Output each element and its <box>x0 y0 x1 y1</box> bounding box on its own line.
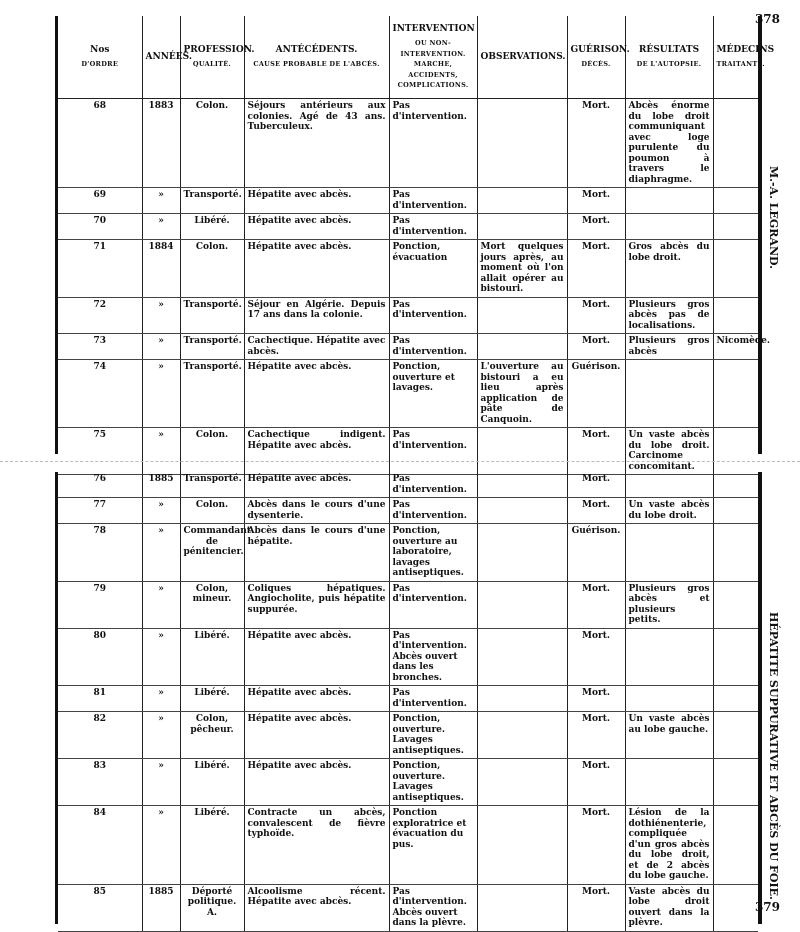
outcome-cell: Mort. <box>567 686 625 712</box>
physician-cell <box>713 581 758 628</box>
year-cell: » <box>142 334 180 360</box>
autopsy-results-cell: Plusieurs gros abcès pas de localisations. <box>625 297 713 334</box>
table-row <box>58 297 758 334</box>
physician-cell <box>713 188 758 214</box>
observations-cell <box>477 472 567 498</box>
profession-cell: Transporté. <box>180 472 244 498</box>
year-cell: » <box>142 581 180 628</box>
table-row <box>58 214 758 240</box>
physician-cell <box>713 712 758 759</box>
table-row <box>58 884 758 931</box>
physician-cell: Nicomède. <box>713 334 758 360</box>
autopsy-results-cell: Lésion de la dothiénenterie, compliquée d'un gros abcès du lobe droit, et de 2 abcès du lobe gauche. <box>625 806 713 885</box>
autopsy-results-cell <box>625 524 713 582</box>
table-row <box>58 99 758 188</box>
profession-cell: Transporté. <box>180 297 244 334</box>
outcome-cell: Guérison. <box>567 524 625 582</box>
intervention-cell: Pas d'intervention. <box>389 472 477 498</box>
profession-cell: Colon. <box>180 99 244 188</box>
outcome-cell: Mort. <box>567 297 625 334</box>
year-cell: » <box>142 628 180 686</box>
autopsy-results-cell: Un vaste abcès du lobe droit. <box>625 498 713 524</box>
physician-cell <box>713 360 758 428</box>
intervention-cell: Pas d'intervention. <box>389 686 477 712</box>
physician-cell <box>713 472 758 498</box>
table-row <box>58 581 758 628</box>
outcome-cell: Mort. <box>567 806 625 885</box>
profession-cell: Colon. <box>180 428 244 475</box>
outcome-cell: Mort. <box>567 428 625 475</box>
autopsy-results-cell <box>625 628 713 686</box>
table-body-bottom <box>58 472 758 931</box>
table-row <box>58 759 758 806</box>
case-number-cell: 68 <box>58 99 142 188</box>
physician-cell <box>713 428 758 475</box>
observations-cell <box>477 712 567 759</box>
observations-cell <box>477 581 567 628</box>
autopsy-results-cell <box>625 360 713 428</box>
profession-cell: Libéré. <box>180 214 244 240</box>
physician-cell <box>713 524 758 582</box>
antecedents-cell: Hépatite avec abcès. <box>244 472 389 498</box>
outcome-cell: Mort. <box>567 628 625 686</box>
antecedents-cell: Hépatite avec abcès. <box>244 712 389 759</box>
intervention-cell: Pas d'intervention. <box>389 498 477 524</box>
case-number-cell: 72 <box>58 297 142 334</box>
table-row <box>58 806 758 885</box>
profession-cell: Commandant de pénitencier. <box>180 524 244 582</box>
observations-cell <box>477 759 567 806</box>
case-number-cell: 84 <box>58 806 142 885</box>
outcome-cell: Mort. <box>567 188 625 214</box>
case-number-cell: 79 <box>58 581 142 628</box>
table-row <box>58 428 758 475</box>
observations-cell: Mort quelques jours après, au moment où l'on allait opérer au bistouri. <box>477 240 567 298</box>
year-cell: » <box>142 712 180 759</box>
outcome-cell: Mort. <box>567 498 625 524</box>
autopsy-results-cell <box>625 759 713 806</box>
table-row <box>58 628 758 686</box>
case-number-cell: 75 <box>58 428 142 475</box>
outcome-cell: Mort. <box>567 240 625 298</box>
outcome-cell: Mort. <box>567 214 625 240</box>
physician-cell <box>713 806 758 885</box>
table-row <box>58 498 758 524</box>
case-number-cell: 69 <box>58 188 142 214</box>
intervention-cell: Pas d'intervention. <box>389 581 477 628</box>
profession-cell: Colon. <box>180 498 244 524</box>
year-cell: » <box>142 524 180 582</box>
case-number-cell: 81 <box>58 686 142 712</box>
autopsy-results-cell: Un vaste abcès au lobe gauche. <box>625 712 713 759</box>
antecedents-cell: Hépatite avec abcès. <box>244 188 389 214</box>
autopsy-results-cell: Plusieurs gros abcès et plusieurs petits. <box>625 581 713 628</box>
autopsy-results-cell: Gros abcès du lobe droit. <box>625 240 713 298</box>
intervention-cell: Pas d'intervention. <box>389 188 477 214</box>
intervention-cell: Pas d'intervention. <box>389 297 477 334</box>
observations-cell <box>477 188 567 214</box>
profession-cell: Déporté politique. A. <box>180 884 244 931</box>
antecedents-cell: Cachectique indigent. Hépatite avec abcès. <box>244 428 389 475</box>
year-cell: » <box>142 806 180 885</box>
table-row <box>58 240 758 298</box>
physician-cell <box>713 686 758 712</box>
year-cell: 1885 <box>142 884 180 931</box>
case-number-cell: 83 <box>58 759 142 806</box>
intervention-cell: Pas d'intervention. Abcès ouvert dans les bronches. <box>389 628 477 686</box>
profession-cell: Libéré. <box>180 628 244 686</box>
year-cell: » <box>142 297 180 334</box>
intervention-cell: Ponction, évacuation <box>389 240 477 298</box>
table-row <box>58 188 758 214</box>
table-row <box>58 686 758 712</box>
cases-table-bottom <box>58 472 758 932</box>
observations-cell <box>477 806 567 885</box>
profession-cell: Colon. <box>180 240 244 298</box>
physician-cell <box>713 884 758 931</box>
header-medecins: MÉDECINS TRAITANTS. <box>713 16 758 99</box>
year-cell: » <box>142 214 180 240</box>
autopsy-results-cell: Plusieurs gros abcès <box>625 334 713 360</box>
header-observations: OBSERVATIONS. <box>477 16 567 99</box>
year-cell: » <box>142 360 180 428</box>
antecedents-cell: Hépatite avec abcès. <box>244 628 389 686</box>
intervention-cell: Ponction, ouverture. Lavages antiseptiques. <box>389 759 477 806</box>
case-number-cell: 71 <box>58 240 142 298</box>
observations-cell <box>477 498 567 524</box>
profession-cell: Libéré. <box>180 759 244 806</box>
observations-cell <box>477 334 567 360</box>
running-head-left: M.-A. LEGRAND. <box>767 166 780 269</box>
year-cell: » <box>142 759 180 806</box>
table-row <box>58 360 758 428</box>
case-number-cell: 82 <box>58 712 142 759</box>
profession-cell: Transporté. <box>180 334 244 360</box>
intervention-cell: Ponction, ouverture. Lavages antiseptiques. <box>389 712 477 759</box>
year-cell: » <box>142 686 180 712</box>
profession-cell: Transporté. <box>180 360 244 428</box>
antecedents-cell: Abcès dans le cours d'une hépatite. <box>244 524 389 582</box>
table-body-top <box>58 99 771 475</box>
intervention-cell: Ponction, ouverture au laboratoire, lavages antiseptiques. <box>389 524 477 582</box>
antecedents-cell: Séjours antérieurs aux colonies. Agé de 43 ans. Tuberculeux. <box>244 99 389 188</box>
table-row <box>58 712 758 759</box>
antecedents-cell: Contracte un abcès, convalescent de fièvre typhoïde. <box>244 806 389 885</box>
year-cell: 1883 <box>142 99 180 188</box>
table-row <box>58 334 758 360</box>
physician-cell <box>713 759 758 806</box>
outcome-cell: Mort. <box>567 472 625 498</box>
case-number-cell: 74 <box>58 360 142 428</box>
outcome-cell: Mort. <box>567 759 625 806</box>
antecedents-cell: Séjour en Algérie. Depuis 17 ans dans la colonie. <box>244 297 389 334</box>
physician-cell <box>713 628 758 686</box>
year-cell: 1884 <box>142 240 180 298</box>
year-cell: » <box>142 498 180 524</box>
autopsy-results-cell <box>625 686 713 712</box>
antecedents-cell: Alcoolisme récent. Hépatite avec abcès. <box>244 884 389 931</box>
physician-cell <box>713 240 758 298</box>
autopsy-results-cell <box>625 472 713 498</box>
observations-cell <box>477 628 567 686</box>
case-number-cell: 76 <box>58 472 142 498</box>
page-number-right: 379 <box>754 900 780 914</box>
antecedents-cell: Hépatite avec abcès. <box>244 214 389 240</box>
header-resultats: RÉSULTATS DE L'AUTOPSIE. <box>625 16 713 99</box>
antecedents-cell: Coliques hépatiques. Angiocholite, puis hépatite suppurée. <box>244 581 389 628</box>
physician-cell <box>713 99 758 188</box>
table-row <box>58 472 758 498</box>
intervention-cell: Ponction, ouverture et lavages. <box>389 360 477 428</box>
autopsy-results-cell: Abcès énorme du lobe droit communiquant avec loge purulente du poumon à travers le diaphragme. <box>625 99 713 188</box>
physician-cell <box>713 214 758 240</box>
antecedents-cell: Cachectique. Hépatite avec abcès. <box>244 334 389 360</box>
observations-cell: L'ouverture au bistouri a eu lieu après application de pâte de Canquoin. <box>477 360 567 428</box>
page-number-left: 378 <box>754 12 780 26</box>
outcome-cell: Mort. <box>567 334 625 360</box>
observations-cell <box>477 297 567 334</box>
header-guerison: GUÉRISON. DÉCÈS. <box>567 16 625 99</box>
profession-cell: Transporté. <box>180 188 244 214</box>
antecedents-cell: Abcès dans le cours d'une dysenterie. <box>244 498 389 524</box>
autopsy-results-cell <box>625 214 713 240</box>
profession-cell: Libéré. <box>180 806 244 885</box>
case-number-cell: 85 <box>58 884 142 931</box>
profession-cell: Libéré. <box>180 686 244 712</box>
observations-cell <box>477 214 567 240</box>
intervention-cell: Ponction exploratrice et évacuation du pus. <box>389 806 477 885</box>
header-profession: PROFESSION. QUALITÉ. <box>180 16 244 99</box>
header-intervention: INTERVENTION OU NON-INTERVENTION. MARCHE, ACCIDENTS, COMPLICATIONS. <box>389 16 477 99</box>
antecedents-cell: Hépatite avec abcès. <box>244 759 389 806</box>
outcome-cell: Mort. <box>567 99 625 188</box>
observations-cell <box>477 99 567 188</box>
antecedents-cell: Hépatite avec abcès. <box>244 360 389 428</box>
header-antecedents: ANTÉCÉDENTS. CAUSE PROBABLE DE L'ABCÈS. <box>244 16 389 99</box>
observations-cell <box>477 524 567 582</box>
intervention-cell: Pas d'intervention. <box>389 428 477 475</box>
case-number-cell: 78 <box>58 524 142 582</box>
physician-cell <box>713 297 758 334</box>
observations-cell <box>477 884 567 931</box>
table-row <box>58 524 758 582</box>
antecedents-cell: Hépatite avec abcès. <box>244 686 389 712</box>
page-separator <box>0 461 800 462</box>
observations-cell <box>477 686 567 712</box>
autopsy-results-cell: Un vaste abcès du lobe droit. Carcinome concomitant. <box>625 428 713 475</box>
header-annees: ANNÉES. <box>142 16 180 99</box>
case-number-cell: 77 <box>58 498 142 524</box>
year-cell: » <box>142 188 180 214</box>
profession-cell: Colon, mineur. <box>180 581 244 628</box>
antecedents-cell: Hépatite avec abcès. <box>244 240 389 298</box>
autopsy-results-cell <box>625 188 713 214</box>
outcome-cell: Mort. <box>567 884 625 931</box>
intervention-cell: Pas d'intervention. <box>389 214 477 240</box>
year-cell: » <box>142 428 180 475</box>
observations-cell <box>477 428 567 475</box>
outcome-cell: Guérison. <box>567 360 625 428</box>
profession-cell: Colon, pêcheur. <box>180 712 244 759</box>
running-head-right: HÉPATITE SUPPURATIVE ET ABCÈS DU FOIE. <box>767 612 780 900</box>
outcome-cell: Mort. <box>567 712 625 759</box>
intervention-cell: Pas d'intervention. <box>389 334 477 360</box>
outcome-cell: Mort. <box>567 581 625 628</box>
intervention-cell: Pas d'intervention. Abcès ouvert dans la plèvre. <box>389 884 477 931</box>
physician-cell <box>713 498 758 524</box>
autopsy-results-cell: Vaste abcès du lobe droit ouvert dans la plèvre. <box>625 884 713 931</box>
year-cell: 1885 <box>142 472 180 498</box>
case-number-cell: 73 <box>58 334 142 360</box>
header-num: Nos D'ORDRE <box>58 16 142 99</box>
case-number-cell: 80 <box>58 628 142 686</box>
intervention-cell: Pas d'intervention. <box>389 99 477 188</box>
case-number-cell: 70 <box>58 214 142 240</box>
